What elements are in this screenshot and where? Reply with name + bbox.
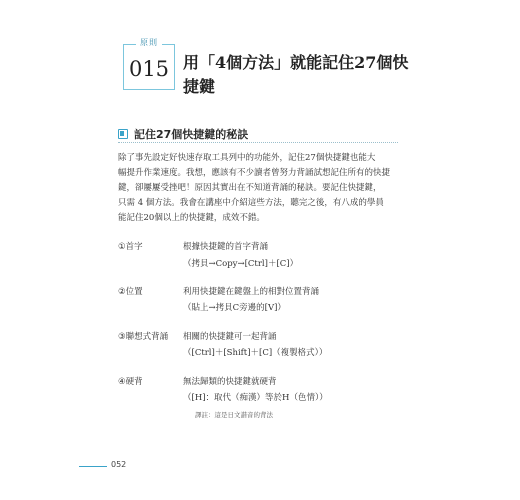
method-example: （拷貝→Copy→[Ctrl]＋[C]） — [183, 259, 299, 269]
rule-number: 015 — [128, 57, 170, 81]
paragraph-line: 只需 4 個方法。我會在講座中介紹這些方法，聽完之後，有八成的學員 — [118, 198, 384, 208]
method-example: （[Ctrl]＋[Shift]＋[C]（複製格式）） — [183, 348, 328, 358]
paragraph-line: 能記住20個以上的快捷鍵，成效不錯。 — [118, 213, 265, 223]
title-line-1: 用「4個方法」就能記住27個快 — [183, 53, 409, 72]
method-description: 根據快捷鍵的首字背誦 — [183, 242, 269, 252]
method-description: 相關的快捷鍵可一起背誦 — [183, 332, 277, 342]
section-divider — [118, 142, 398, 143]
page-number: 052 — [111, 460, 127, 469]
section-title: 記住27個快捷鍵的秘訣 — [134, 128, 249, 141]
title-line-2: 捷鍵 — [183, 77, 216, 96]
method-label: ②位置 — [118, 287, 143, 297]
paragraph-line: 鍵，卻屢屢受挫吧！原因其實出在不知道背誦的秘訣。要記住快捷鍵， — [118, 183, 382, 193]
method-description: 無法歸類的快捷鍵就硬背 — [183, 377, 277, 387]
section-heading — [118, 126, 248, 142]
method-example: （[H]：取代（痴漢）等於H（色情）） — [183, 393, 328, 403]
rule-badge — [123, 38, 175, 90]
page-title — [183, 51, 413, 99]
translator-note: 譯註：這是日文諧音的背法 — [195, 411, 273, 419]
method-label: ④硬背 — [118, 377, 143, 387]
paragraph-line: 幅提升作業速度。我想，應該有不少讀者曾努力背誦試想記住所有的快捷 — [118, 168, 391, 178]
body-paragraph — [118, 151, 408, 226]
method-label: ③聯想式背誦 — [118, 332, 169, 342]
rule-label: 原則 — [136, 37, 162, 48]
footer-rule — [79, 466, 107, 467]
method-description: 利用快捷鍵在鍵盤上的相對位置背誦 — [183, 287, 320, 297]
method-label: ①首字 — [118, 242, 143, 252]
paragraph-line: 除了事先設定好快速存取工具列中的功能外，記住27個快捷鍵也能大 — [118, 153, 376, 163]
section-marker-icon — [118, 129, 128, 139]
method-example: （貼上→拷貝C旁邊的[V]） — [183, 303, 286, 313]
